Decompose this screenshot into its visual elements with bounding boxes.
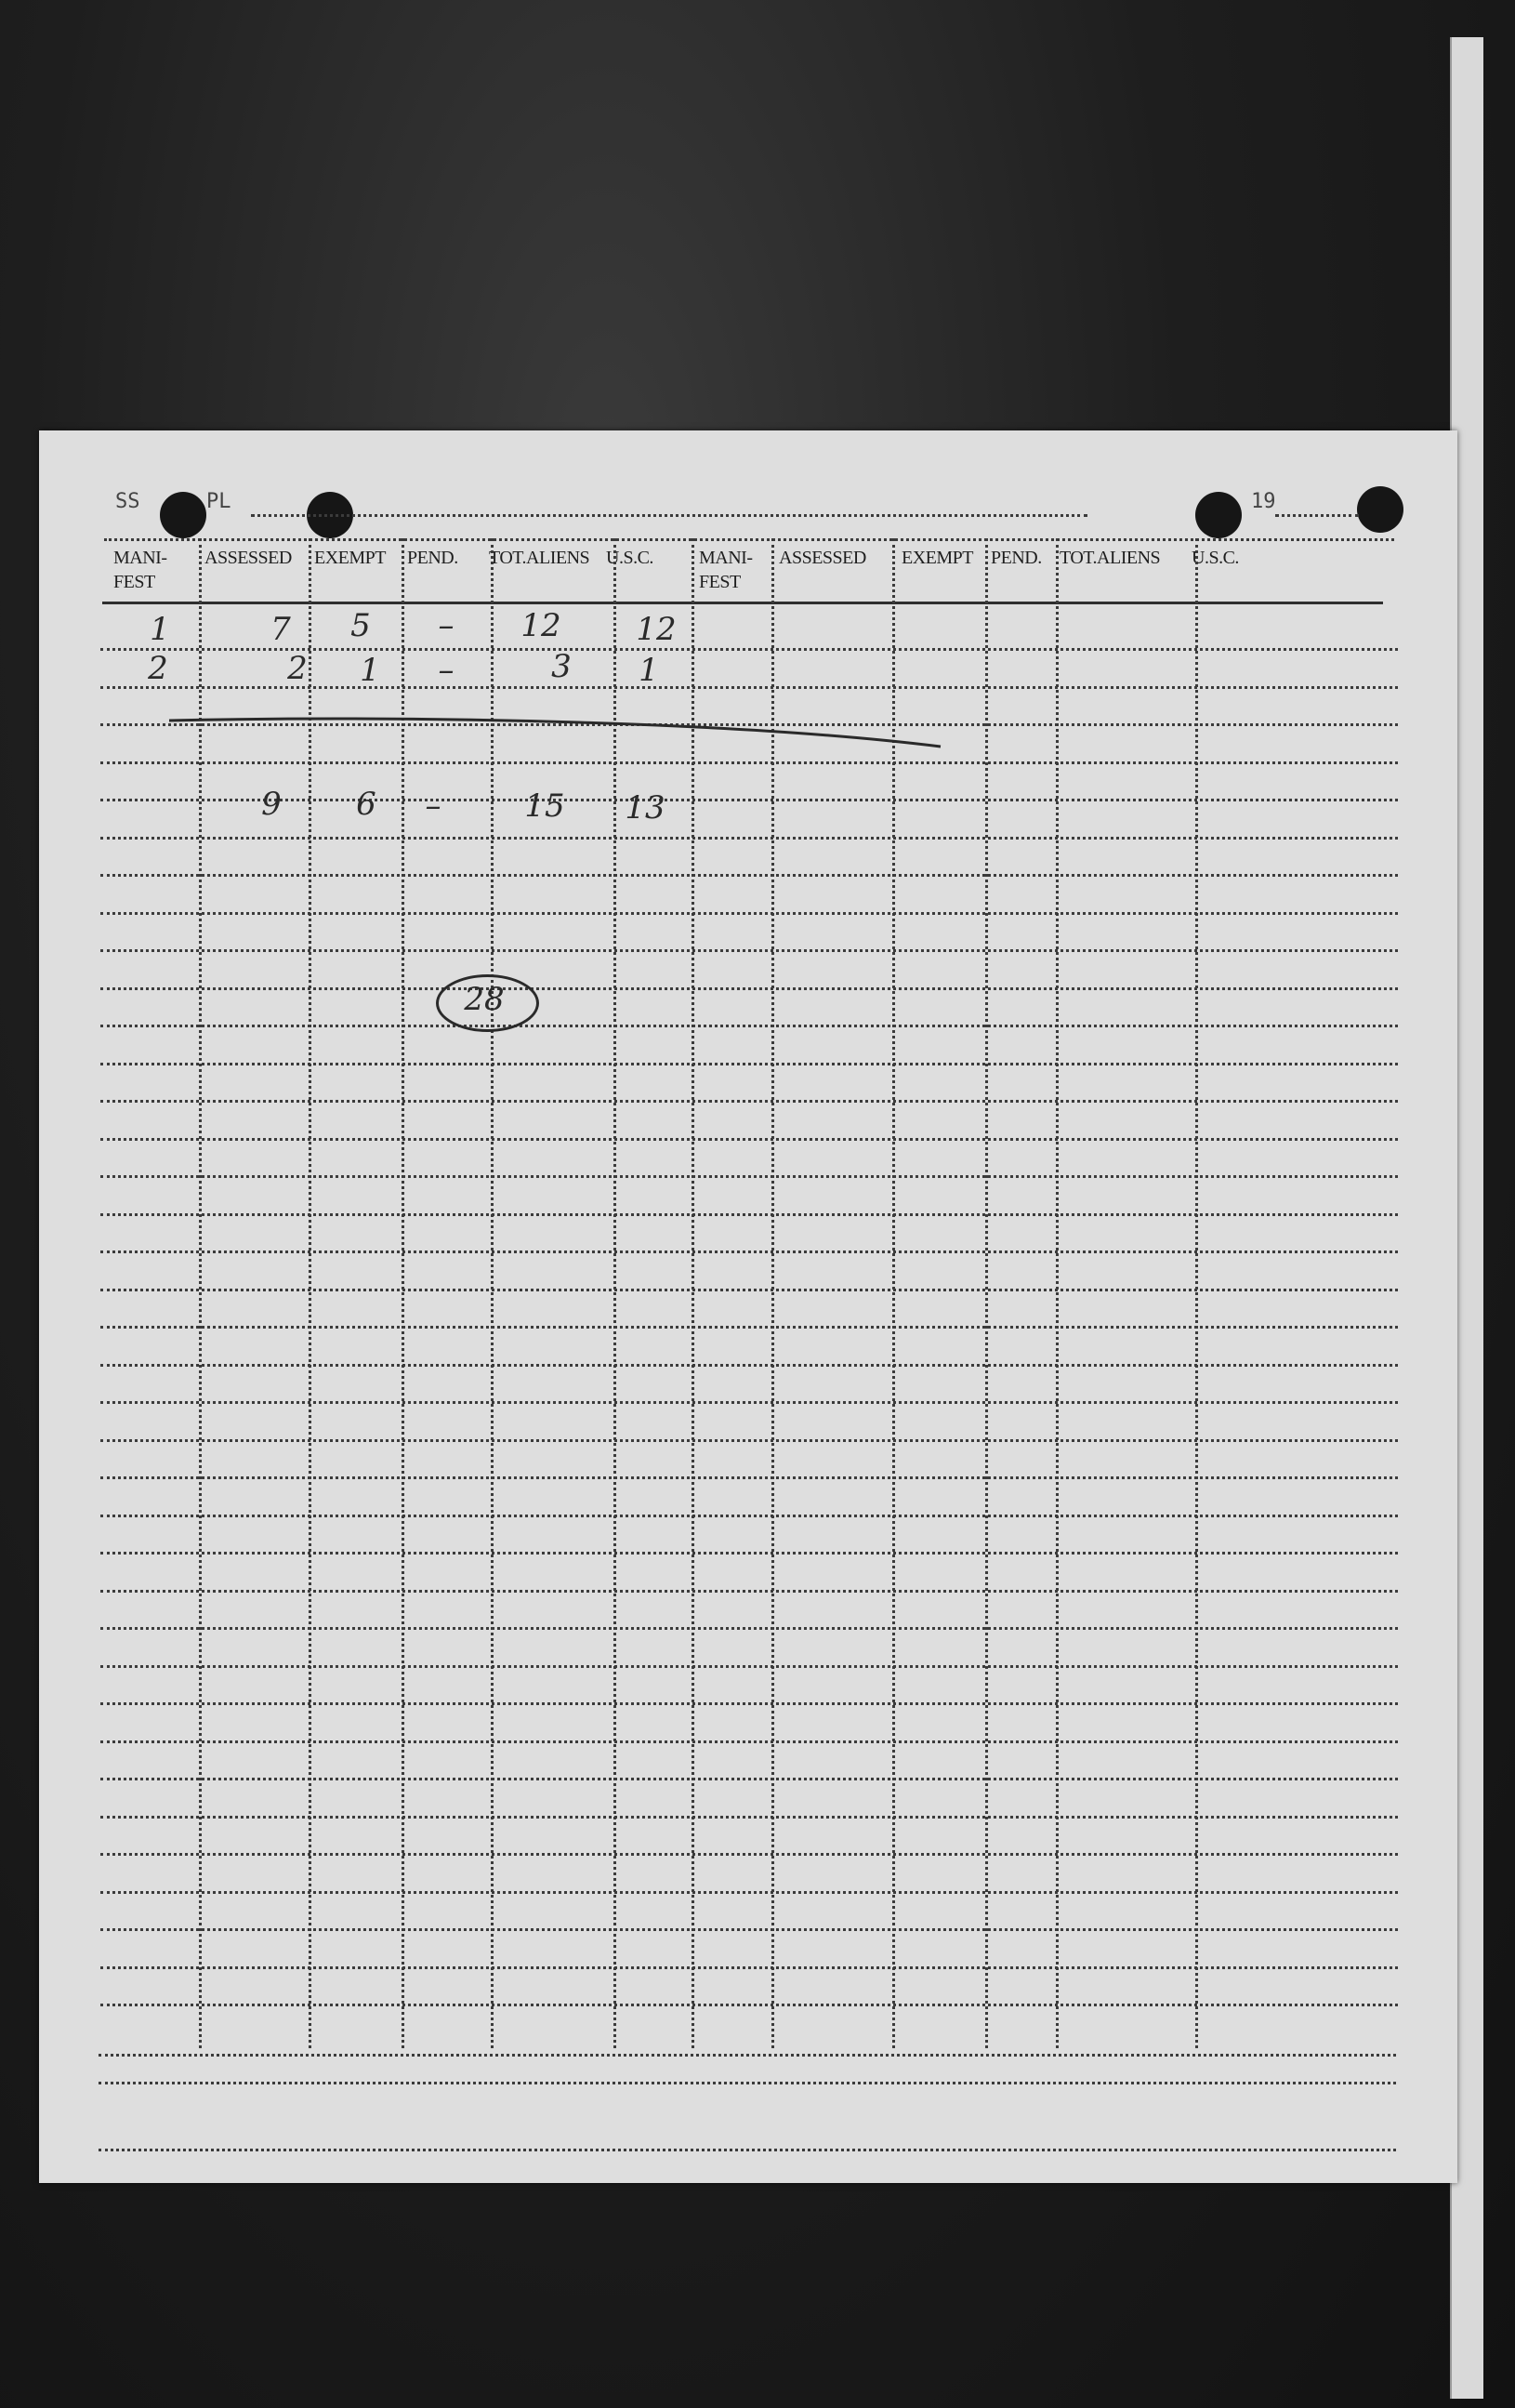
ship-suffix: PL — [206, 490, 231, 513]
grid-row-line — [100, 1665, 1398, 1668]
row2-usc: 1 — [639, 652, 659, 689]
year-label: 19 — [1251, 490, 1276, 513]
footer-rule-2 — [99, 2082, 1396, 2084]
grid-row-line — [100, 1326, 1398, 1329]
grid-row-line — [100, 1250, 1398, 1253]
grid-row-line — [100, 1816, 1398, 1819]
col-head-usc-right: U.S.C. — [1192, 548, 1239, 568]
total-exempt: 6 — [356, 786, 376, 823]
grid-row-line — [100, 1100, 1398, 1103]
row2-tot-aliens: 3 — [551, 648, 572, 685]
grid-row-line — [100, 1439, 1398, 1442]
ship-label: SS — [115, 490, 140, 513]
grid-row-line — [100, 1515, 1398, 1517]
grid-row-line — [100, 912, 1398, 915]
grid-row-line — [100, 1364, 1398, 1367]
grid-row-line — [100, 1025, 1398, 1027]
punch-hole-left — [160, 492, 206, 538]
grid-row-line — [100, 1175, 1398, 1178]
punch-hole-far-right — [1357, 486, 1403, 533]
row2-exempt: 1 — [360, 652, 380, 689]
col-head-tot-aliens-left: TOT.ALIENS — [489, 548, 590, 568]
grid-row-line — [100, 1627, 1398, 1630]
row1-exempt: 5 — [350, 607, 371, 644]
footer-rule-3 — [99, 2149, 1396, 2151]
col-head-tot-aliens-right: TOT.ALIENS — [1060, 548, 1161, 568]
grid-row-line — [100, 987, 1398, 990]
grid-row-line — [100, 1289, 1398, 1291]
grid-row-line — [100, 1401, 1398, 1404]
row1-manifest: 1 — [150, 611, 170, 648]
total-tot-aliens: 15 — [524, 787, 565, 825]
grid-row-line — [100, 1552, 1398, 1555]
total-usc: 13 — [625, 789, 665, 827]
year-line — [1275, 514, 1359, 517]
grid-row-line — [100, 1138, 1398, 1141]
row2-pend: – — [438, 652, 454, 689]
total-pend: – — [425, 787, 441, 825]
grid-row-line — [100, 874, 1398, 877]
grid-row-line — [100, 1853, 1398, 1856]
header-top-rule — [104, 538, 1394, 541]
grid-row-line — [100, 1928, 1398, 1931]
footer-rule-1 — [99, 2054, 1396, 2057]
row1-tot-aliens: 12 — [520, 607, 561, 644]
grid-row-line — [100, 1476, 1398, 1479]
row1-assessed: 7 — [270, 611, 291, 648]
grand-total: 28 — [464, 981, 505, 1018]
grid-row-line — [100, 1063, 1398, 1065]
row1-pend: – — [438, 607, 454, 644]
grid-row-line — [100, 1740, 1398, 1743]
grid-row-line — [100, 1590, 1398, 1593]
col-head-manifest-right: MANI- FEST — [699, 548, 753, 592]
punch-hole-right — [1195, 492, 1242, 538]
col-head-pend-right: PEND. — [991, 548, 1042, 568]
grid-row-line — [100, 2004, 1398, 2006]
grid-row-line — [100, 837, 1398, 840]
col-head-pend-left: PEND. — [407, 548, 458, 568]
col-head-exempt-right: EXEMPT — [902, 548, 973, 568]
ship-name-line — [251, 514, 1087, 517]
grid-row-line — [100, 1778, 1398, 1780]
row2-manifest: 2 — [148, 650, 168, 687]
col-head-assessed-left: ASSESSED — [204, 548, 292, 568]
grid-row-line — [100, 1702, 1398, 1705]
col-head-manifest-left: MANI- FEST — [113, 548, 167, 592]
grid-row-line — [100, 949, 1398, 952]
grid-row-line — [100, 1891, 1398, 1894]
col-head-usc-left: U.S.C. — [606, 548, 653, 568]
col-head-exempt-left: EXEMPT — [314, 548, 386, 568]
row2-assessed: 2 — [287, 650, 308, 687]
row1-usc: 12 — [636, 611, 677, 648]
grid-row-line — [100, 1213, 1398, 1216]
col-head-assessed-right: ASSESSED — [779, 548, 866, 568]
grid-row-line — [100, 1966, 1398, 1969]
total-assessed: 9 — [261, 786, 282, 823]
header-bottom-rule — [102, 602, 1383, 604]
manifest-form-sheet — [39, 430, 1457, 2183]
